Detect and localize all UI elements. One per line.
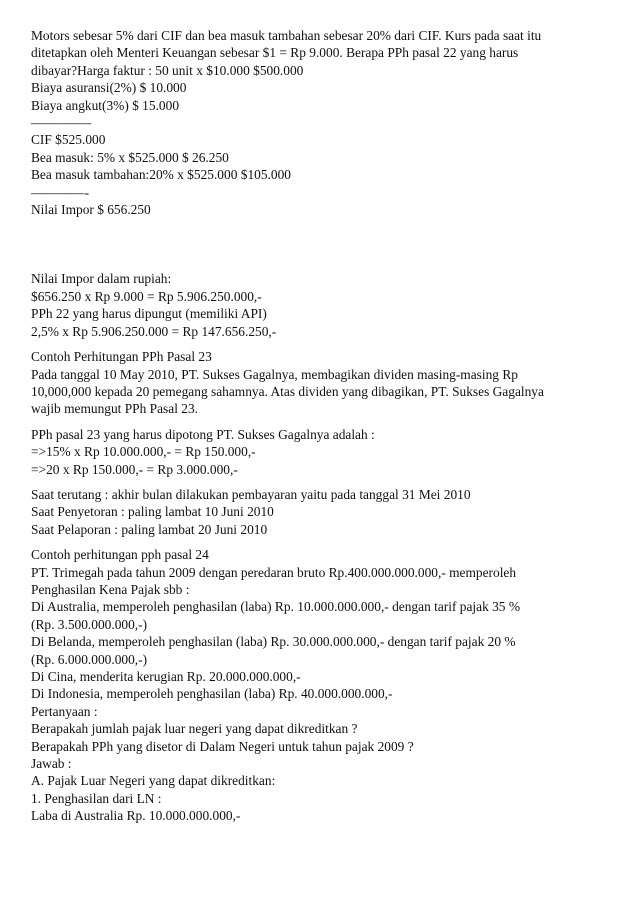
separator-line: ————– (31, 115, 92, 131)
text-line: Saat Pelaporan : paling lambat 20 Juni 2010 (31, 521, 268, 537)
text-line: PPh 22 yang harus dipungut (memiliki API) (31, 306, 267, 322)
spacer (31, 218, 616, 270)
text-line: Berapakah jumlah pajak luar negeri yang dapat dikreditkan ? (31, 721, 358, 737)
text-line: CIF $525.000 (31, 132, 106, 148)
spacer (31, 340, 616, 348)
text-line: 2,5% x Rp 5.906.250.000 = Rp 147.656.250,- (31, 323, 277, 339)
section-nilai-impor-rupiah (31, 270, 616, 340)
text-line: Saat Penyetoran : paling lambat 10 Juni 2010 (31, 504, 274, 520)
text-line: Nilai Impor dalam rupiah: (31, 271, 172, 287)
text-line: Laba di Australia Rp. 10.000.000.000,- (31, 808, 241, 824)
section-heading: Contoh perhitungan pph pasal 24 (31, 547, 209, 563)
text-line: =>15% x Rp 10.000.000,- = Rp 150.000,- (31, 444, 256, 460)
text-line: Motors sebesar 5% dari CIF dan bea masuk tambahan sebesar 20% dari CIF. Kurs pada saat itu (31, 28, 542, 43)
spacer (31, 478, 616, 486)
text-line: A. Pajak Luar Negeri yang dapat dikreditkan: (31, 773, 276, 789)
text-line: Bea masuk tambahan:20% x $525.000 $105.000 (31, 167, 291, 183)
document-page (31, 27, 616, 825)
section-heading: Contoh Perhitungan PPh Pasal 23 (31, 349, 212, 365)
spacer (31, 538, 616, 546)
text-line: (Rp. 6.000.000.000,-) (31, 651, 148, 667)
text-line: Biaya asuransi(2%) $ 10.000 (31, 80, 187, 96)
text-line: Biaya angkut(3%) $ 15.000 (31, 97, 180, 113)
text-line: 10,000,000 kepada 20 pemegang sahamnya. Atas dividen yang dibagikan, PT. Sukses Gagalnya (31, 383, 544, 399)
section-contoh-pph-24 (31, 546, 616, 825)
text-line: =>20 x Rp 150.000,- = Rp 3.000.000,- (31, 461, 238, 477)
text-line: Berapakah PPh yang disetor di Dalam Negeri untuk tahun pajak 2009 ? (31, 738, 414, 754)
text-line: Pertanyaan : (31, 703, 98, 719)
section-saat-terutang (31, 486, 616, 538)
section-pph-23-dipotong (31, 426, 616, 478)
text-line: (Rp. 3.500.000.000,-) (31, 616, 148, 632)
separator-line: ————- (31, 184, 90, 200)
text-line: Pada tanggal 10 May 2010, PT. Sukses Gagalnya, membagikan dividen masing-masing Rp (31, 366, 518, 382)
text-line: Di Cina, menderita kerugian Rp. 20.000.000.000,- (31, 669, 301, 684)
text-line: Penghasilan Kena Pajak sbb : (31, 581, 190, 597)
text-line: ditetapkan oleh Menteri Keuangan sebesar $1 = Rp 9.000. Berapa PPh pasal 22 yang harus (31, 45, 519, 61)
text-line: $656.250 x Rp 9.000 = Rp 5.906.250.000,- (31, 288, 262, 304)
text-line: Bea masuk: 5% x $525.000 $ 26.250 (31, 149, 229, 165)
text-line: Jawab : (31, 756, 72, 772)
text-line: Saat terutang : akhir bulan dilakukan pembayaran yaitu pada tanggal 31 Mei 2010 (31, 486, 471, 502)
text-line: Di Belanda, memperoleh penghasilan (laba) Rp. 30.000.000.000,- dengan tarif pajak 20 % (31, 634, 516, 650)
section-intro (31, 27, 616, 218)
text-line: 1. Penghasilan dari LN : (31, 790, 162, 806)
text-line: Di Australia, memperoleh penghasilan (laba) Rp. 10.000.000.000,- dengan tarif pajak 35 % (31, 599, 520, 615)
spacer (31, 418, 616, 426)
text-line: Nilai Impor $ 656.250 (31, 202, 151, 218)
text-line: PT. Trimegah pada tahun 2009 dengan peredaran bruto Rp.400.000.000.000,- memperoleh (31, 564, 517, 580)
text-line: Di Indonesia, memperoleh penghasilan (laba) Rp. 40.000.000.000,- (31, 686, 393, 702)
text-line: wajib memungut PPh Pasal 23. (31, 401, 199, 417)
text-line: PPh pasal 23 yang harus dipotong PT. Sukses Gagalnya adalah : (31, 426, 375, 442)
text-line: dibayar?Harga faktur : 50 unit x $10.000 $500.000 (31, 62, 304, 78)
section-contoh-pph-23 (31, 348, 616, 418)
